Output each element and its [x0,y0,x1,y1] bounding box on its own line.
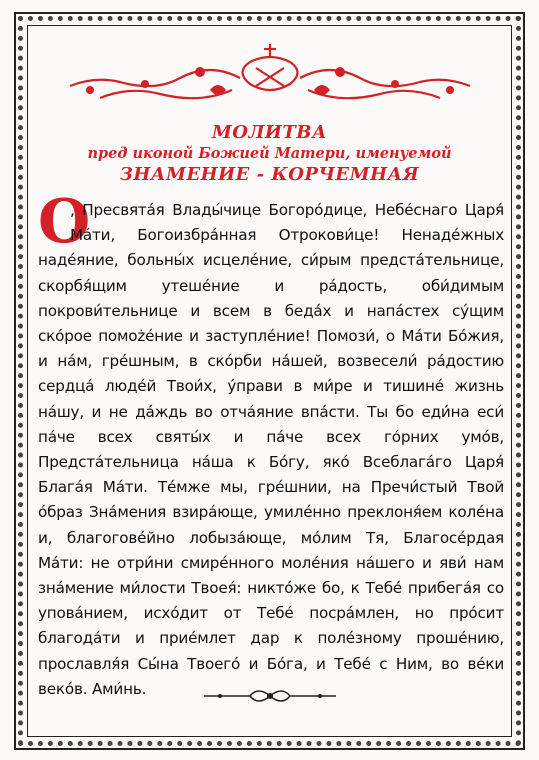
prayer-text: , Пресвятáя Влады́чице Богорóдице, Небéснаго Царя́ Мáти, Богоизбрáнная Отрокови́це! Ненадéжных надéяние, больны́х исцелéние, си́рым предстáтельнице, скорбя́щим утешéние и рáдость, оби́димым покрови́тельнице и всем в бедáх и напáстех сýщим скóрое помożéние и заступлéние! Помози́, о Мáти Бóжия, и нáм, грéшным, в скóрби нáшей, возвесели́ рáдостию сердцá людéй Твои́х, ýправи в ми́ре и тишинé жизнь нáшу, и не дáждь во отчáяние впáсти. Ты бо еди́на еси́ пáче всех святы́х и пáче всех гóрних умóв, Предстáтельница нáша к Бóгу, якó Всеблагáго Царя́ Благáя Мáти. Тéмже мы, грéшнии, на Пречи́стый Твой óбраз Знáмения взирáюще, умилéнно преклоня́ем колéна и, благоговéйно лобызáюще, мóлим Тя, Благосéрдая Мáти: не отри́ни смирéнного молéния нáшего и яви́ нам знáмение ми́лости Твоея́: никтóже бо, к Тебé прибегáя со уповáнием, исхóдит от Тебé посрáмлен, но прóсит благодáти и приéмлет дар к полéзному прошéнию, прославля́я Сы́на Твоегó и Бóга, и Тебé с Ним, во вéки векóв. Ами́нь. [38,201,504,698]
icon-name-title: ЗНАМЕНИЕ - КОРЧЕМНАЯ [119,164,420,185]
top-ornament-icon [60,42,480,112]
prayer-body [38,187,504,702]
bottom-ornament-icon [200,684,340,708]
drop-cap-letter: О [38,187,91,257]
prayer-subheading: пред иконой Божией Матери, именуемой [87,145,452,162]
prayer-heading: МОЛИТВА [211,122,328,143]
prayer-title-block [30,122,509,186]
